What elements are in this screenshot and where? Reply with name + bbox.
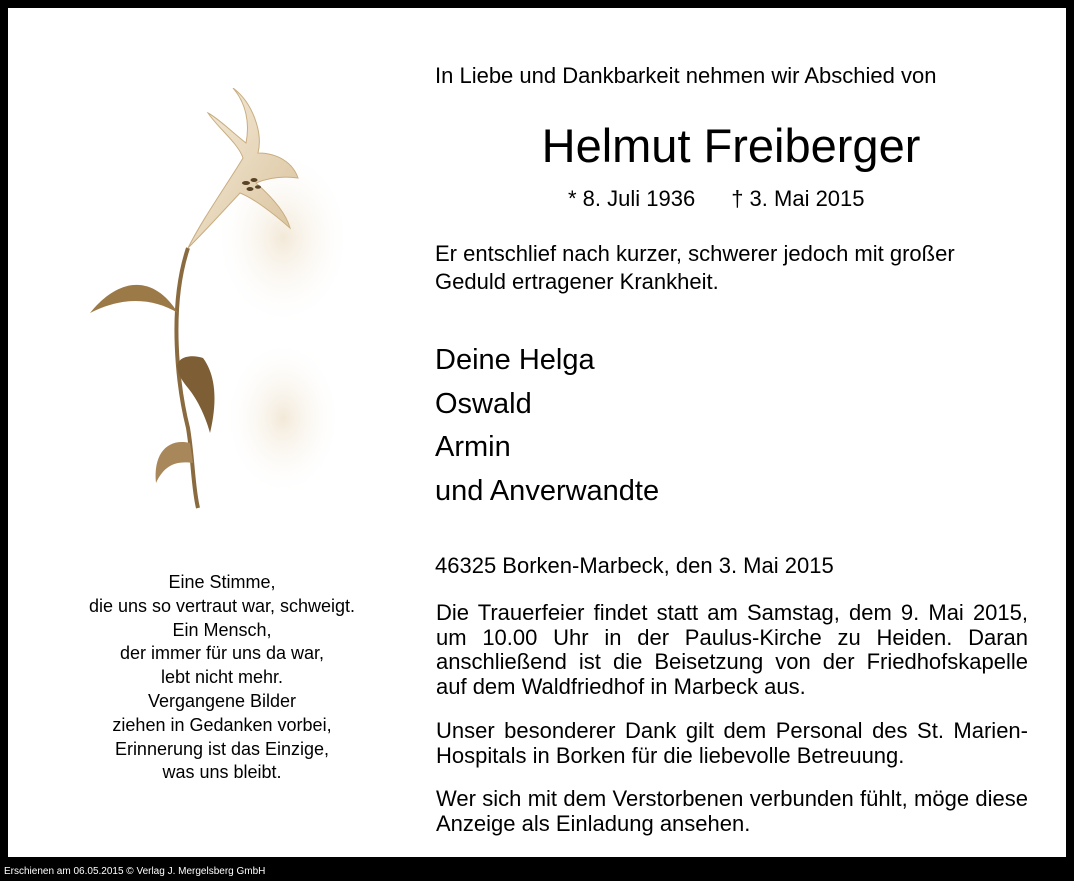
- birth-date: * 8. Juli 1936: [568, 186, 696, 211]
- family-member: Deine Helga: [435, 344, 595, 376]
- family-member: und Anverwandte: [435, 474, 660, 507]
- poem-line: Eine Stimme,: [168, 572, 276, 592]
- poem: [53, 571, 391, 785]
- poem-line: was uns bleibt.: [162, 762, 282, 783]
- life-dates: [568, 186, 865, 212]
- poem-line: Ein Mensch,: [172, 619, 272, 640]
- poem-line: Erinnerung ist das Einzige,: [114, 738, 330, 759]
- illness-line: Er entschlief nach kurzer, schwerer jedoch mit großer: [435, 241, 955, 266]
- place-date: 46325 Borken-Marbeck, den 3. Mai 2015: [435, 553, 834, 578]
- poem-line: die uns so vertraut war, schweigt.: [88, 595, 356, 616]
- family-member: Armin: [435, 431, 511, 463]
- intro-line: In Liebe und Dankbarkeit nehmen wir Abschied von: [435, 63, 937, 88]
- poem-line: Vergangene Bilder: [147, 690, 297, 711]
- family-list: [435, 339, 659, 513]
- poem-line: lebt nicht mehr.: [160, 667, 284, 688]
- publication-footer: Erschienen am 06.05.2015 © Verlag J. Mergelsberg GmbH: [4, 866, 266, 877]
- illness-line: Geduld ertragener Krankheit.: [435, 269, 719, 294]
- family-member: Oswald: [435, 387, 532, 420]
- death-date: † 3. Mai 2015: [731, 186, 865, 211]
- funeral-paragraph: Die Trauerfeier findet statt am Samstag, dem 9. Mai 2015, um 10.00 Uhr in der Paulus-Kirche zu Heiden. Daran anschließend ist die Beisetzung von der Friedhofskapelle auf dem Waldfriedhof in Marbeck aus.: [436, 600, 1028, 699]
- deceased-name: Helmut Freiberger: [541, 119, 921, 172]
- thanks-paragraph: Unser besonderer Dank gilt dem Personal des St. Marien-Hospitals in Borken für die liebevolle Betreuung.: [436, 718, 1028, 768]
- illness-text: [435, 240, 1035, 296]
- invitation-paragraph: Wer sich mit dem Verstorbenen verbunden fühlt, möge diese Anzeige als Einladung ansehen.: [436, 786, 1028, 836]
- lily-flower-icon: [68, 88, 358, 528]
- poem-line: ziehen in Gedanken vorbei,: [112, 714, 332, 735]
- obituary-card: [8, 8, 1066, 857]
- poem-line: der immer für uns da war,: [119, 643, 325, 664]
